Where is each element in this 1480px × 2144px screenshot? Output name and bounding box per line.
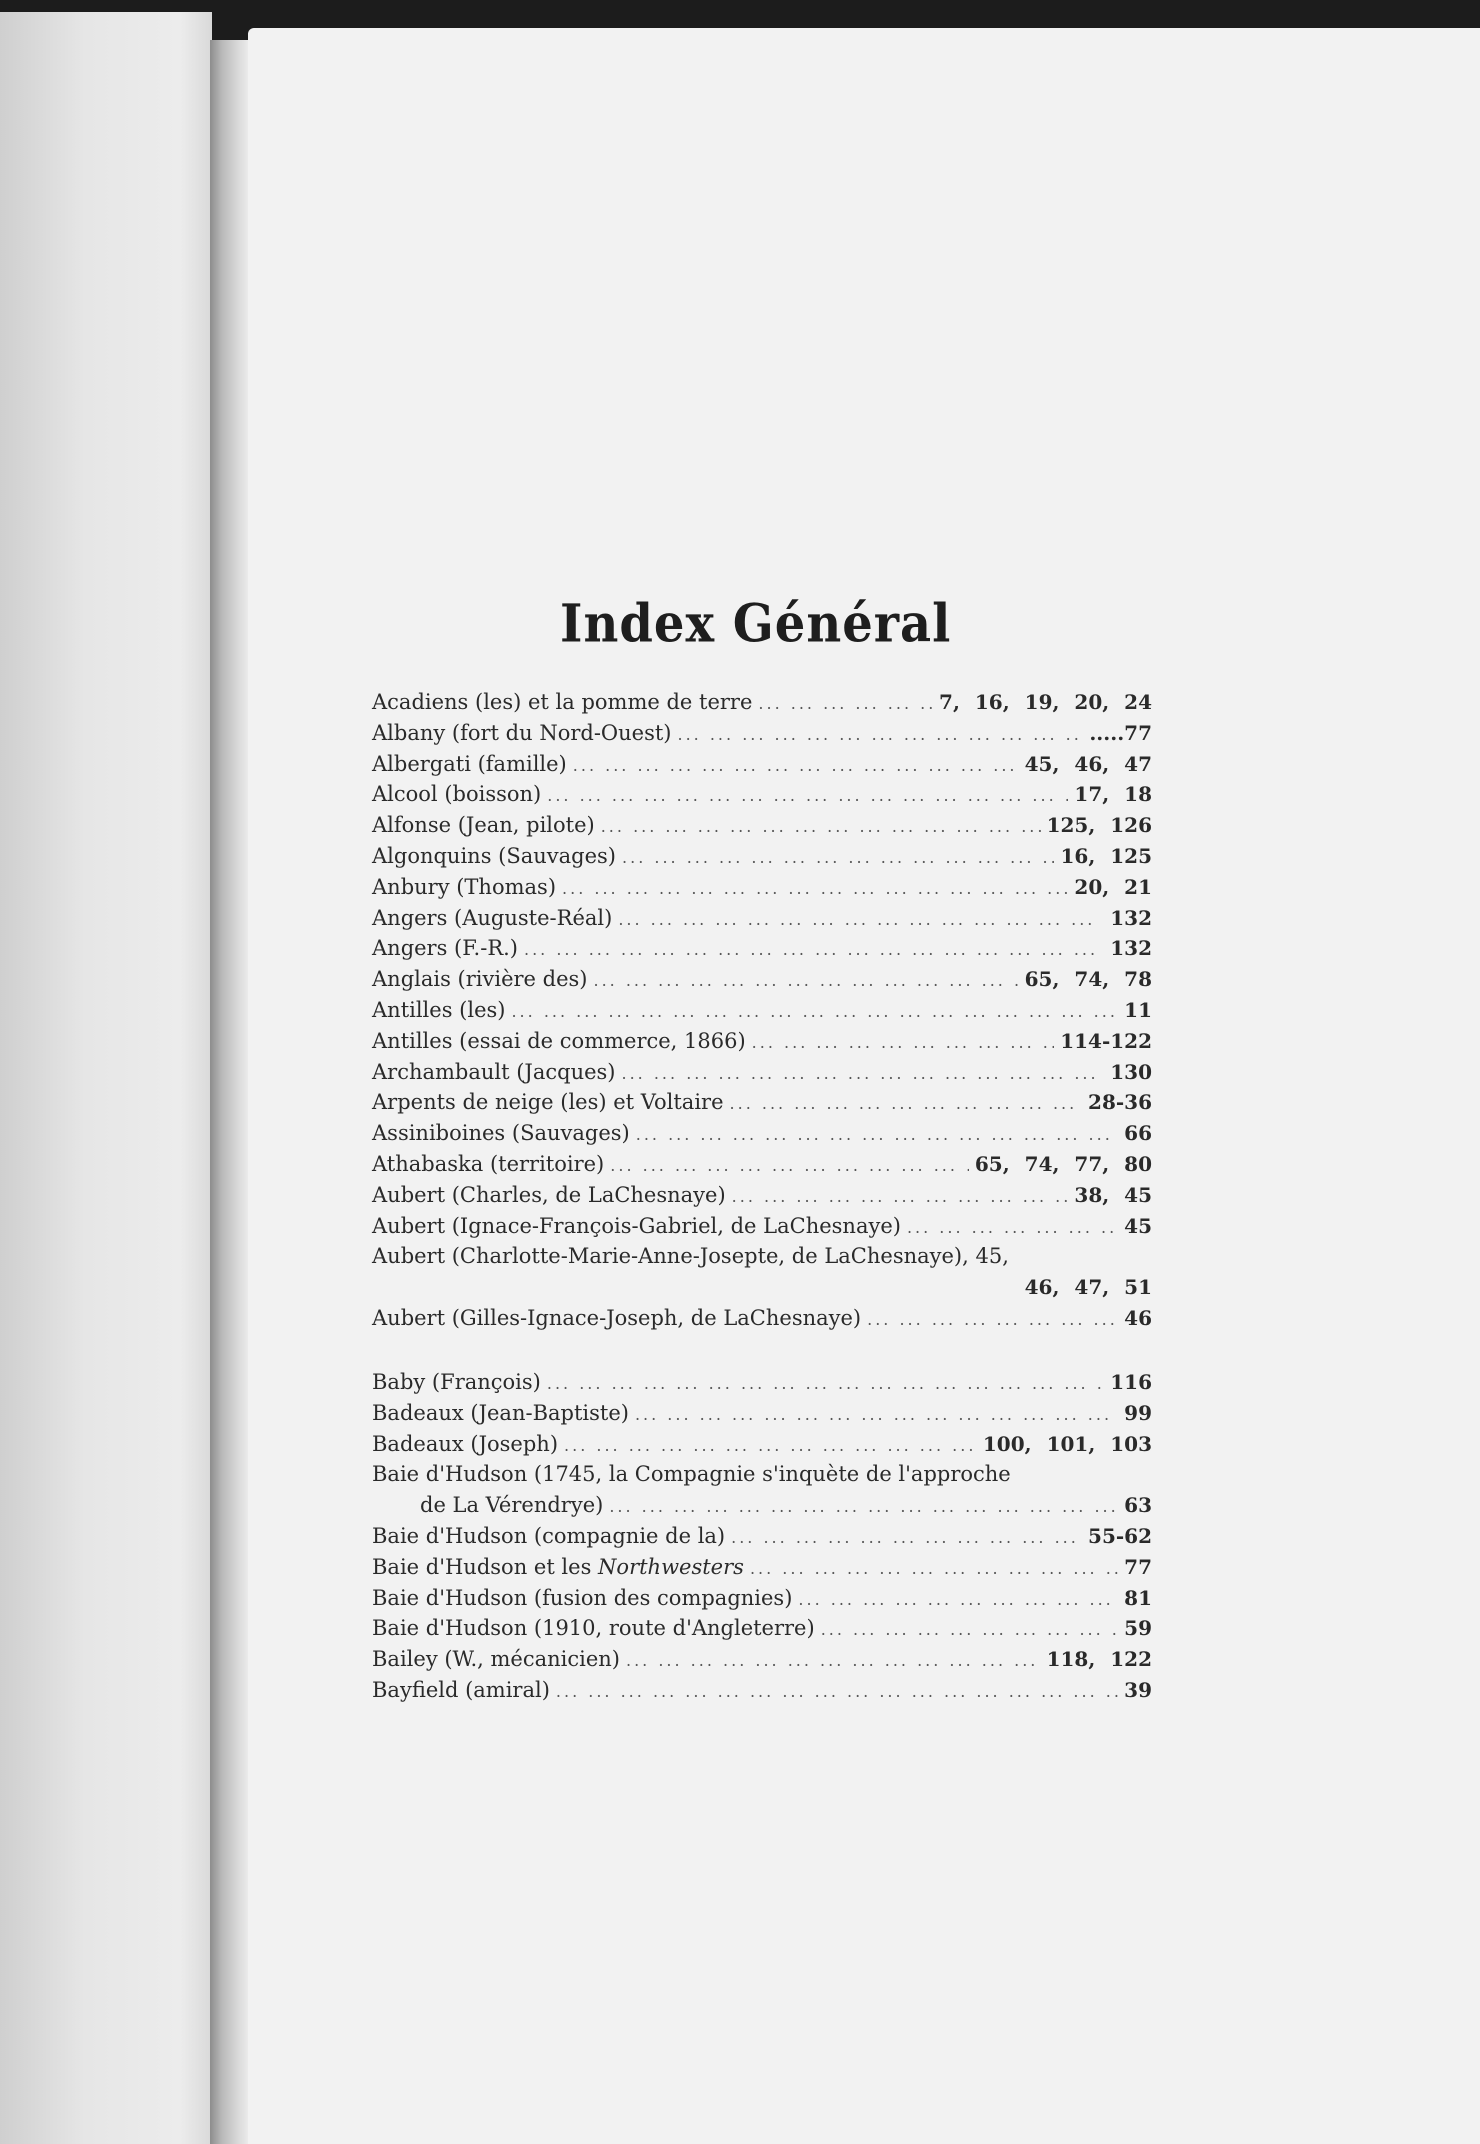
entry-pages: 118, 122 xyxy=(1046,1647,1152,1672)
dot-leader xyxy=(798,1590,1118,1609)
entry-term: Bailey (W., mécanicien) xyxy=(372,1647,620,1672)
index-group-b xyxy=(372,1370,1152,1462)
index-entry xyxy=(372,1401,1152,1432)
entry-term: Bayfield (amiral) xyxy=(372,1677,550,1702)
dot-leader xyxy=(524,940,1104,959)
left-page-edge xyxy=(0,12,212,2144)
dot-leader xyxy=(758,694,933,713)
dot-leader xyxy=(622,848,1054,867)
entry-term: Acadiens (les) et la pomme de terre xyxy=(372,690,753,714)
entry-term: Angers (F.-R.) xyxy=(372,936,518,961)
entry-term: Aubert (Charles, de LaChesnaye) xyxy=(372,1182,726,1207)
index-entry xyxy=(372,1060,1152,1091)
entry-term: Baie d'Hudson (compagnie de la) xyxy=(372,1523,726,1548)
entry-continuation xyxy=(372,1493,1152,1524)
dot-leader xyxy=(867,1310,1118,1329)
entry-pages: 7, 16, 19, 20, 24 xyxy=(939,690,1152,714)
entry-pages: 17, 18 xyxy=(1074,782,1152,807)
entry-term: Aubert (Gilles-Ignace-Joseph, de LaChesnaye) xyxy=(372,1305,862,1330)
dot-leader xyxy=(618,910,1104,929)
entry-pages: 81 xyxy=(1124,1585,1152,1610)
index-entry xyxy=(372,752,1152,783)
index-group-c xyxy=(372,1524,1152,1555)
dot-leader xyxy=(636,1125,1118,1144)
index-group-a xyxy=(372,690,1152,1244)
entry-term: Athabaska (territoire) xyxy=(372,1151,605,1176)
index-entry xyxy=(372,967,1152,998)
index-entry xyxy=(372,1555,1152,1586)
entry-pages: 63 xyxy=(1124,1493,1152,1518)
entry-pages: 46 xyxy=(1124,1305,1152,1330)
entry-term: Anglais (rivière des) xyxy=(372,967,588,992)
entry-pages: 132 xyxy=(1110,936,1152,961)
entry-pages: 125, 126 xyxy=(1046,813,1152,838)
index-entry xyxy=(372,813,1152,844)
index-entry xyxy=(372,1244,1152,1306)
index-entry xyxy=(372,1647,1152,1678)
dot-leader xyxy=(622,1064,1105,1083)
entry-pages: 16, 125 xyxy=(1060,843,1152,868)
entry-term: Albergati (famille) xyxy=(372,751,567,776)
dot-leader xyxy=(562,879,1068,898)
entry-term-italic: Northwesters xyxy=(598,1554,744,1579)
dot-leader xyxy=(556,1682,1118,1701)
entry-pages: 99 xyxy=(1124,1400,1152,1425)
entry-pages: 66 xyxy=(1124,1121,1152,1146)
entry-term: Baie d'Hudson (1745, la Compagnie s'inquète de l'approche xyxy=(372,1462,1011,1487)
entry-pages: 77 xyxy=(1124,1554,1152,1579)
entry-pages: 11 xyxy=(1124,997,1152,1022)
entry-pages-value: 46, 47, 51 xyxy=(1024,1275,1152,1300)
entry-term: Arpents de neige (les) et Voltaire xyxy=(372,1090,724,1115)
entry-pages: 114-122 xyxy=(1060,1028,1152,1053)
index-entry xyxy=(372,1214,1152,1245)
entry-pages: 20, 21 xyxy=(1074,874,1152,899)
entry-term xyxy=(372,1555,744,1579)
index-entry xyxy=(372,721,1152,752)
dot-leader xyxy=(907,1218,1118,1237)
index-entry xyxy=(372,1029,1152,1060)
entry-term: Antilles (essai de commerce, 1866) xyxy=(372,1028,746,1053)
entry-pages: 45 xyxy=(1124,1213,1152,1238)
index-entry xyxy=(372,1152,1152,1183)
entry-term: Badeaux (Joseph) xyxy=(372,1431,559,1456)
dot-leader xyxy=(547,786,1068,805)
entry-term: Archambault (Jacques) xyxy=(372,1059,616,1084)
book-spine xyxy=(210,40,250,2144)
entry-pages: 116 xyxy=(1110,1370,1152,1394)
entry-term: Aubert (Charlotte-Marie-Anne-Josepte, de LaChesnaye), 45, xyxy=(372,1244,1009,1269)
dot-leader xyxy=(609,1497,1118,1516)
dot-leader xyxy=(752,1033,1055,1052)
index-entry xyxy=(372,936,1152,967)
index-section-b xyxy=(372,1370,1152,1709)
entry-term: Antilles (les) xyxy=(372,997,506,1022)
entry-pages: 65, 74, 78 xyxy=(1024,967,1152,992)
entry-pages: .....77 xyxy=(1089,720,1152,745)
entry-pages: 38, 45 xyxy=(1074,1182,1152,1207)
dot-leader xyxy=(610,1156,969,1175)
entry-pages: 28-36 xyxy=(1088,1090,1152,1115)
entry-term: Albany (fort du Nord-Ouest) xyxy=(372,720,672,745)
index-entry xyxy=(372,844,1152,875)
index-entry xyxy=(372,782,1152,813)
index-section-a xyxy=(372,690,1152,1337)
entry-pages: 59 xyxy=(1124,1616,1152,1641)
index-entry xyxy=(372,1090,1152,1121)
entry-term: Assiniboines (Sauvages) xyxy=(372,1121,630,1146)
entry-term: Algonquins (Sauvages) xyxy=(372,843,617,868)
entry-term-text: Baie d'Hudson et les xyxy=(372,1554,592,1579)
index-entry xyxy=(372,1678,1152,1709)
dot-leader xyxy=(678,725,1084,744)
dot-leader xyxy=(547,1374,1104,1393)
entry-pages: 39 xyxy=(1124,1677,1152,1702)
entry-pages: 45, 46, 47 xyxy=(1024,751,1152,776)
dot-leader xyxy=(573,756,1019,775)
dot-leader xyxy=(626,1651,1041,1670)
entry-term-continued: de La Vérendrye) xyxy=(420,1493,604,1518)
entry-term: Anbury (Thomas) xyxy=(372,874,557,899)
index-entry xyxy=(372,1121,1152,1152)
entry-pages: 132 xyxy=(1110,905,1152,930)
entry-term: Baie d'Hudson (1910, route d'Angleterre) xyxy=(372,1616,815,1641)
index-entry xyxy=(372,690,1152,721)
dot-leader xyxy=(732,1187,1069,1206)
index-entry xyxy=(372,1370,1152,1401)
entry-term: Angers (Auguste-Réal) xyxy=(372,905,613,930)
page-title: Index Général xyxy=(560,593,952,655)
index-entry xyxy=(372,1306,1152,1337)
dot-leader xyxy=(821,1620,1118,1639)
dot-leader xyxy=(511,1002,1118,1021)
entry-pages: 55-62 xyxy=(1088,1523,1152,1548)
dot-leader xyxy=(730,1094,1083,1113)
entry-term: Baie d'Hudson (fusion des compagnies) xyxy=(372,1585,793,1610)
dot-leader xyxy=(601,817,1041,836)
entry-term: Alcool (boisson) xyxy=(372,782,542,807)
index-entry xyxy=(372,1462,1152,1524)
entry-pages xyxy=(372,1275,1152,1306)
entry-term: Baby (François) xyxy=(372,1370,541,1394)
index-entry xyxy=(372,1586,1152,1617)
dot-leader xyxy=(635,1405,1118,1424)
dot-leader xyxy=(731,1528,1082,1547)
entry-term: Aubert (Ignace-François-Gabriel, de LaChesnaye) xyxy=(372,1213,901,1238)
index-entry xyxy=(372,1432,1152,1463)
entry-pages: 100, 101, 103 xyxy=(982,1431,1152,1456)
dot-leader xyxy=(750,1559,1118,1578)
index-entry xyxy=(372,998,1152,1029)
dot-leader xyxy=(593,971,1018,990)
index-entry xyxy=(372,906,1152,937)
entry-pages: 130 xyxy=(1110,1059,1152,1084)
dot-leader xyxy=(564,1436,977,1455)
entry-term: Alfonse (Jean, pilote) xyxy=(372,813,595,838)
index-entry xyxy=(372,1183,1152,1214)
index-entry xyxy=(372,1524,1152,1555)
entry-pages: 65, 74, 77, 80 xyxy=(974,1151,1152,1176)
index-group-d xyxy=(372,1586,1152,1709)
index-entry xyxy=(372,1616,1152,1647)
entry-term: Badeaux (Jean-Baptiste) xyxy=(372,1400,629,1425)
index-entry xyxy=(372,875,1152,906)
